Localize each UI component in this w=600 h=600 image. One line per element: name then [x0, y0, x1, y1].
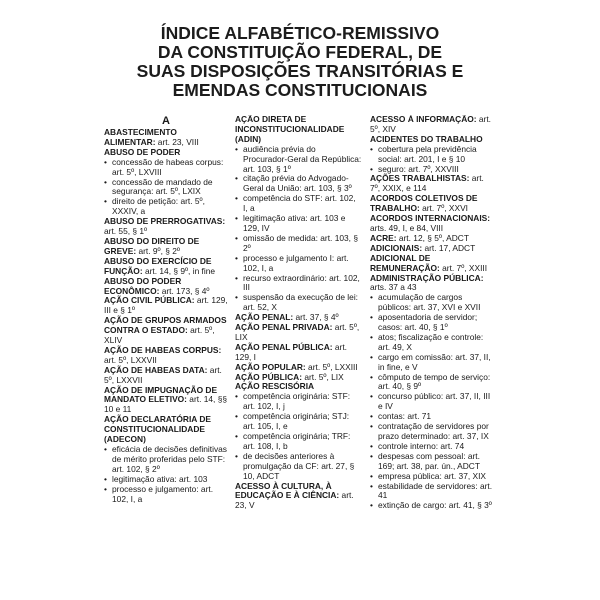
sub-entry: • contratação de servidores por prazo determinado: art. 37, IX — [370, 422, 496, 442]
sub-entry: • audiência prévia do Procurador-Geral da República: art. 103, § 1º — [235, 145, 362, 175]
entry-ref: art. 37, § 4º — [293, 312, 339, 323]
entry-ref: art. 9º, § 2º — [136, 245, 180, 256]
entry-heading: AÇÃO PENAL: — [235, 312, 294, 323]
index-entry-heading: ABUSO DE PODER — [104, 146, 181, 157]
index-entry — [104, 346, 228, 366]
entry-heading: AÇÃO POPULAR: — [235, 361, 306, 372]
entry-heading: ACORDOS COLETIVOS DE TRABALHO: — [370, 193, 478, 214]
entry-heading: ADICIONAIS: — [370, 242, 423, 253]
entry-ref: art. 5º, XIV — [370, 115, 491, 134]
entry-ref: art. 55, § 1º — [104, 226, 148, 237]
sub-entry: • recurso extraordinário: art. 102, III — [235, 274, 362, 294]
entry-ref: arts. 37 a 43 — [370, 282, 417, 293]
entry-ref: art. 7º, XXIX, e 114 — [370, 173, 484, 194]
index-entry — [235, 343, 362, 363]
sub-entry: • seguro: art. 7º, XXVIII — [370, 165, 496, 175]
entry-ref: art. 23, VIII — [155, 136, 199, 147]
sub-entry: • contas: art. 71 — [370, 412, 496, 422]
index-entry — [104, 237, 228, 257]
entry-ref: art. 5º, LIX — [302, 371, 344, 382]
sub-entry: • eficácia de decisões definitivas de mérito proferidas pelo STF: art. 102, § 2º — [104, 445, 228, 475]
sub-entry: • despesas com pessoal: art. 169; art. 38, par. ún., ADCT — [370, 452, 496, 472]
index-entry — [370, 194, 496, 214]
index-entry — [235, 323, 362, 343]
index-column-1 — [104, 115, 228, 504]
entry-heading: ACORDOS INTERNACIONAIS: — [370, 213, 491, 224]
entry-ref: art. 5º, LXXIII — [305, 361, 358, 372]
index-entry — [104, 386, 228, 416]
title-line: DA CONSTITUIÇÃO FEDERAL, DE — [157, 42, 443, 62]
page-title — [0, 24, 600, 100]
index-entry — [104, 257, 228, 277]
sub-entry: • direito de petição: art. 5º, XXXIV, a — [104, 197, 228, 217]
sub-entry: • aposentadoria de servidor; casos: art. 40, § 1º — [370, 313, 496, 333]
sub-entry: • omissão de medida: art. 103, § 2º — [235, 234, 362, 254]
index-entry — [104, 296, 228, 316]
entry-heading: ACESSO À INFORMAÇÃO: — [370, 115, 477, 124]
index-entry — [370, 254, 496, 274]
index-entry — [104, 128, 228, 148]
entry-ref: art. 17, ADCT — [422, 242, 476, 253]
sub-entry: • acumulação de cargos públicos: art. 37, XVI e XVII — [370, 293, 496, 313]
sub-entry: • competência originária; STJ: art. 105, I, e — [235, 412, 362, 432]
index-entry — [104, 366, 228, 386]
entry-ref: art. 7º, XXVI — [419, 203, 468, 214]
entry-heading: AÇÕES TRABALHISTAS: — [370, 173, 470, 184]
entry-ref: art. 5º, LXXVII — [104, 364, 222, 385]
index-entry — [370, 115, 496, 135]
index-column-3 — [370, 115, 496, 511]
sub-entry: • extinção de cargo: art. 41, § 3º — [370, 501, 496, 511]
index-entry-heading: ACIDENTES DO TRABALHO — [370, 133, 483, 144]
title-line: EMENDAS CONSTITUCIONAIS — [172, 80, 428, 100]
sub-entry: • competência do STF: art. 102, I, a — [235, 194, 362, 214]
entry-ref: art. 5º, LIX — [235, 322, 360, 342]
sub-entry-list — [235, 145, 362, 313]
index-entry — [104, 217, 228, 237]
index-entry — [104, 316, 228, 346]
index-entry-heading: AÇÃO DIRETA DE INCONSTITUCIONALIDADE (ADIN) — [235, 115, 345, 144]
entry-ref: art. 129, III e § 1º — [104, 295, 228, 316]
title-line: ÍNDICE ALFABÉTICO-REMISSIVO — [160, 23, 440, 43]
sub-entry: • citação prévia do Advogado-Geral da União: art. 103, § 3º — [235, 174, 362, 194]
index-entry — [104, 277, 228, 297]
sub-entry: • concessão de mandado de segurança: art. 5º, LXIX — [104, 178, 228, 198]
sub-entry: • de decisões anteriores à promulgação da CF: art. 27, § 10, ADCT — [235, 452, 362, 482]
sub-entry: • controle interno: art. 74 — [370, 442, 496, 452]
entry-heading: ABUSO DO PODER ECONÔMICO: — [104, 275, 182, 296]
entry-heading: AÇÃO DE HABEAS CORPUS: — [104, 344, 222, 355]
sub-entry-list — [104, 445, 228, 504]
entry-heading: ACESSO À CULTURA, À EDUCAÇÃO E À CIÊNCIA: — [235, 480, 340, 501]
index-entry — [235, 482, 362, 512]
section-letter: A — [162, 115, 170, 127]
entry-heading: ADMINISTRAÇÃO PÚBLICA: — [370, 272, 484, 283]
sub-entry-list — [235, 392, 362, 481]
entry-ref: art. 5º, XLIV — [104, 325, 215, 346]
entry-ref: art. 5º, LXXVII — [104, 354, 157, 365]
entry-heading: AÇÃO DE IMPUGNAÇÃO DE MANDATO ELETIVO: — [104, 384, 218, 405]
index-entry — [370, 174, 496, 194]
entry-ref: art. 14, §§ 10 e 11 — [104, 394, 228, 415]
sub-entry: • cômputo de tempo de serviço: art. 40, § 9º — [370, 373, 496, 393]
entry-heading: AÇÃO PENAL PÚBLICA: — [235, 341, 333, 352]
sub-entry: • competência originária; TRF: art. 108, I, b — [235, 432, 362, 452]
entry-ref: art. 7º, XXIII — [439, 262, 488, 273]
sub-entry-list — [370, 293, 496, 511]
sub-entry: • estabilidade de servidores: art. 41 — [370, 482, 496, 502]
entry-heading: AÇÃO CIVIL PÚBLICA: — [104, 295, 195, 306]
index-column-2 — [235, 115, 362, 511]
sub-entry: • suspensão da execução de lei: art. 52, X — [235, 293, 362, 313]
sub-entry: • processo e julgamento: art. 102, I, a — [104, 485, 228, 505]
entry-ref: art. 173, § 4º — [159, 285, 210, 296]
sub-entry: • cargo em comissão: art. 37, II, in fine, e V — [370, 353, 496, 373]
entry-heading: ABUSO DO EXERCÍCIO DE FUNÇÃO: — [104, 255, 212, 276]
index-entry-heading: AÇÃO RESCISÓRIA — [235, 381, 315, 392]
entry-heading: AÇÃO PENAL PRIVADA: — [235, 322, 333, 333]
sub-entry-list — [370, 145, 496, 175]
entry-heading: ABUSO DE PRERROGATIVAS: — [104, 216, 226, 227]
entry-heading: ABUSO DO DIREITO DE GREVE: — [104, 235, 200, 256]
entry-ref: arts. 49, I, e 84, VIII — [370, 222, 444, 233]
sub-entry: • legitimação ativa: art. 103 — [104, 475, 228, 485]
index-entry-heading: AÇÃO DECLARATÓRIA DE CONSTITUCIONALIDADE (ADECON) — [104, 414, 212, 445]
entry-ref: art. 12, § 5º, ADCT — [396, 232, 469, 243]
sub-entry: • legitimação ativa: art. 103 e 129, IV — [235, 214, 362, 234]
index-entry — [370, 214, 496, 234]
entry-ref: art. 129, I — [235, 341, 347, 362]
entry-heading: AÇÃO DE HABEAS DATA: — [104, 364, 208, 375]
entry-heading: ACRE: — [370, 232, 397, 243]
sub-entry: • atos; fiscalização e controle: art. 49, X — [370, 333, 496, 353]
title-line: SUAS DISPOSIÇÕES TRANSITÓRIAS E — [136, 61, 464, 81]
sub-entry-list — [104, 158, 228, 217]
entry-heading: ABASTECIMENTO ALIMENTAR: — [104, 127, 177, 147]
sub-entry: • cobertura pela previdência social: art. 201, I e § 10 — [370, 145, 496, 165]
entry-ref: art. 23, V — [235, 490, 354, 511]
entry-heading: AÇÃO PÚBLICA: — [235, 371, 302, 382]
entry-heading: ADICIONAL DE REMUNERAÇÃO: — [370, 252, 440, 273]
entry-heading: AÇÃO DE GRUPOS ARMADOS CONTRA O ESTADO: — [104, 315, 227, 336]
sub-entry: • processo e julgamento I: art. 102, I, a — [235, 254, 362, 274]
sub-entry: • empresa pública: art. 37, XIX — [370, 472, 496, 482]
sub-entry: • concurso público: art. 37, II, III e IV — [370, 392, 496, 412]
sub-entry: • competência originária: STF: art. 102, I, j — [235, 392, 362, 412]
index-entry — [370, 274, 496, 294]
sub-entry: • concessão de habeas corpus: art. 5º, LXVIII — [104, 158, 228, 178]
entry-ref: art. 14, § 9º, in fine — [142, 265, 216, 276]
